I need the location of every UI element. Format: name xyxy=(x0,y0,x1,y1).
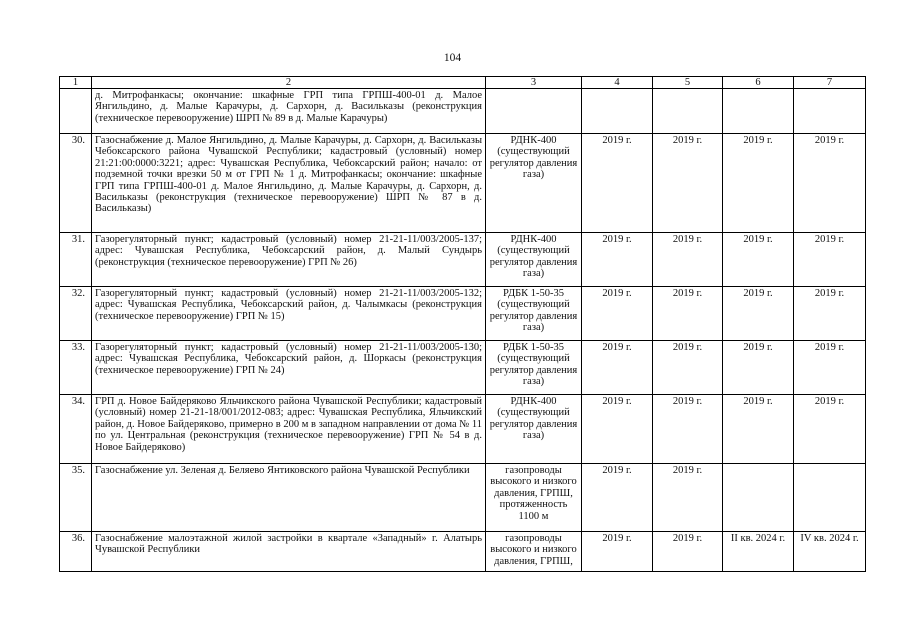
term-cell: 2019 г. xyxy=(653,395,723,464)
equipment-cell: РДНК-400 (существующий регулятор давления газа) xyxy=(486,134,582,233)
table-row xyxy=(60,89,866,134)
term-cell: 2019 г. xyxy=(582,532,653,572)
table-row xyxy=(60,341,866,395)
row-number: 34. xyxy=(60,395,92,464)
equipment-cell: РДНК-400 (существующий регулятор давления газа) xyxy=(486,233,582,287)
object-description: Газорегуляторный пункт; кадастровый (условный) номер 21-21-11/003/2005-130; адрес: Чувашская Республика, Чебоксарский район, д. Шоркасы (реконструкция (техническое перевооружение) ГРП № 24) xyxy=(92,341,486,395)
column-header: 1 xyxy=(60,77,92,89)
equipment-cell: газопроводы высокого и низкого давления, ГРПШ, протяженность 1100 м xyxy=(486,464,582,532)
term-cell xyxy=(653,89,723,134)
term-cell: 2019 г. xyxy=(723,341,794,395)
equipment-cell xyxy=(486,89,582,134)
column-number-row xyxy=(60,77,866,89)
term-cell: 2019 г. xyxy=(653,287,723,341)
term-cell: II кв. 2024 г. xyxy=(723,532,794,572)
term-cell: 2019 г. xyxy=(723,287,794,341)
term-cell: 2019 г. xyxy=(582,287,653,341)
object-description: ГРП д. Новое Байдеряково Яльчикского района Чувашской Республики; кадастровый (условный) номер 21-21-18/001/2012-083; адрес: Чувашская Республика, Яльчикский район, д. Новое Байдеряково, примерно в 200 м в западном направлении от дома № 11 по ул. Центральная (реконструкция (техническое перевооружение) ГРП № 54 в д. Новое Байдеряково) xyxy=(92,395,486,464)
term-cell: 2019 г. xyxy=(723,134,794,233)
column-header: 5 xyxy=(653,77,723,89)
term-cell: IV кв. 2024 г. xyxy=(794,532,866,572)
term-cell: 2019 г. xyxy=(582,464,653,532)
row-number: 32. xyxy=(60,287,92,341)
equipment-cell: РДБК 1-50-35 (существующий регулятор давления газа) xyxy=(486,287,582,341)
row-number xyxy=(60,89,92,134)
page-number: 104 xyxy=(443,52,462,64)
object-description: Газорегуляторный пункт; кадастровый (условный) номер 21-21-11/003/2005-137; адрес: Чувашская Республика, Чебоксарский район, д. Малый Сундырь (реконструкция (техническое перевооружение) ГРП № 26) xyxy=(92,233,486,287)
table-row xyxy=(60,233,866,287)
row-number: 31. xyxy=(60,233,92,287)
equipment-cell: РДБК 1-50-35 (существующий регулятор давления газа) xyxy=(486,341,582,395)
term-cell xyxy=(794,464,866,532)
table-row xyxy=(60,395,866,464)
term-cell: 2019 г. xyxy=(582,395,653,464)
investment-program-table xyxy=(59,76,866,572)
table-row xyxy=(60,287,866,341)
row-number: 35. xyxy=(60,464,92,532)
term-cell: 2019 г. xyxy=(582,233,653,287)
term-cell: 2019 г. xyxy=(582,134,653,233)
column-header: 3 xyxy=(486,77,582,89)
table-row xyxy=(60,532,866,572)
term-cell xyxy=(723,464,794,532)
object-description: Газоснабжение д. Малое Янгильдино, д. Малые Карачуры, д. Сархорн, д. Васильказы Чебоксарского района Чувашской Республики; кадастровый (условный) номер 21:21:00:0000:3221; адрес: Чувашская Республика, Чебоксарский район; начало: от подземной точки врезки 50 м от ГРП № 1 д. Митрофанкасы; окончание: шкафные ГРП типа ГРПШ-400-01 д. Малое Янгильдино, д. Малые Карачуры, д. Сархорн, д. Васильказы (реконструкция (техническое перевооружение) ШРП № 87 в д. Васильказы) xyxy=(92,134,486,233)
object-description: Газоснабжение малоэтажной жилой застройки в квартале «Западный» г. Алатырь Чувашской Республики xyxy=(92,532,486,572)
term-cell: 2019 г. xyxy=(794,233,866,287)
term-cell: 2019 г. xyxy=(794,341,866,395)
equipment-cell: газопроводы высокого и низкого давления, ГРПШ, xyxy=(486,532,582,572)
term-cell: 2019 г. xyxy=(794,395,866,464)
term-cell xyxy=(723,89,794,134)
term-cell: 2019 г. xyxy=(653,464,723,532)
column-header: 6 xyxy=(723,77,794,89)
term-cell: 2019 г. xyxy=(653,341,723,395)
row-number: 36. xyxy=(60,532,92,572)
object-description: Газоснабжение ул. Зеленая д. Беляево Янтиковского района Чувашской Республики xyxy=(92,464,486,532)
term-cell: 2019 г. xyxy=(653,233,723,287)
object-description: д. Митрофанкасы; окончание: шкафные ГРП типа ГРПШ-400-01 д. Малое Янгильдино, д. Малые Карачуры, д. Сархорн, д. Васильказы (реконструкция (техническое перевооружение) ШРП № 89 в д. Малые Карачуры) xyxy=(92,89,486,134)
term-cell xyxy=(582,89,653,134)
term-cell: 2019 г. xyxy=(582,341,653,395)
term-cell: 2019 г. xyxy=(723,395,794,464)
equipment-cell: РДНК-400 (существующий регулятор давления газа) xyxy=(486,395,582,464)
row-number: 33. xyxy=(60,341,92,395)
term-cell: 2019 г. xyxy=(794,287,866,341)
column-header: 2 xyxy=(92,77,486,89)
term-cell: 2019 г. xyxy=(653,532,723,572)
table-row xyxy=(60,464,866,532)
object-description: Газорегуляторный пункт; кадастровый (условный) номер 21-21-11/003/2005-132; адрес: Чувашская Республика, Чебоксарский район, д. Чалымкасы (реконструкция (техническое перевооружение) ГРП № 15) xyxy=(92,287,486,341)
term-cell: 2019 г. xyxy=(723,233,794,287)
term-cell: 2019 г. xyxy=(653,134,723,233)
column-header: 4 xyxy=(582,77,653,89)
table-row xyxy=(60,134,866,233)
term-cell xyxy=(794,89,866,134)
row-number: 30. xyxy=(60,134,92,233)
term-cell: 2019 г. xyxy=(794,134,866,233)
column-header: 7 xyxy=(794,77,866,89)
